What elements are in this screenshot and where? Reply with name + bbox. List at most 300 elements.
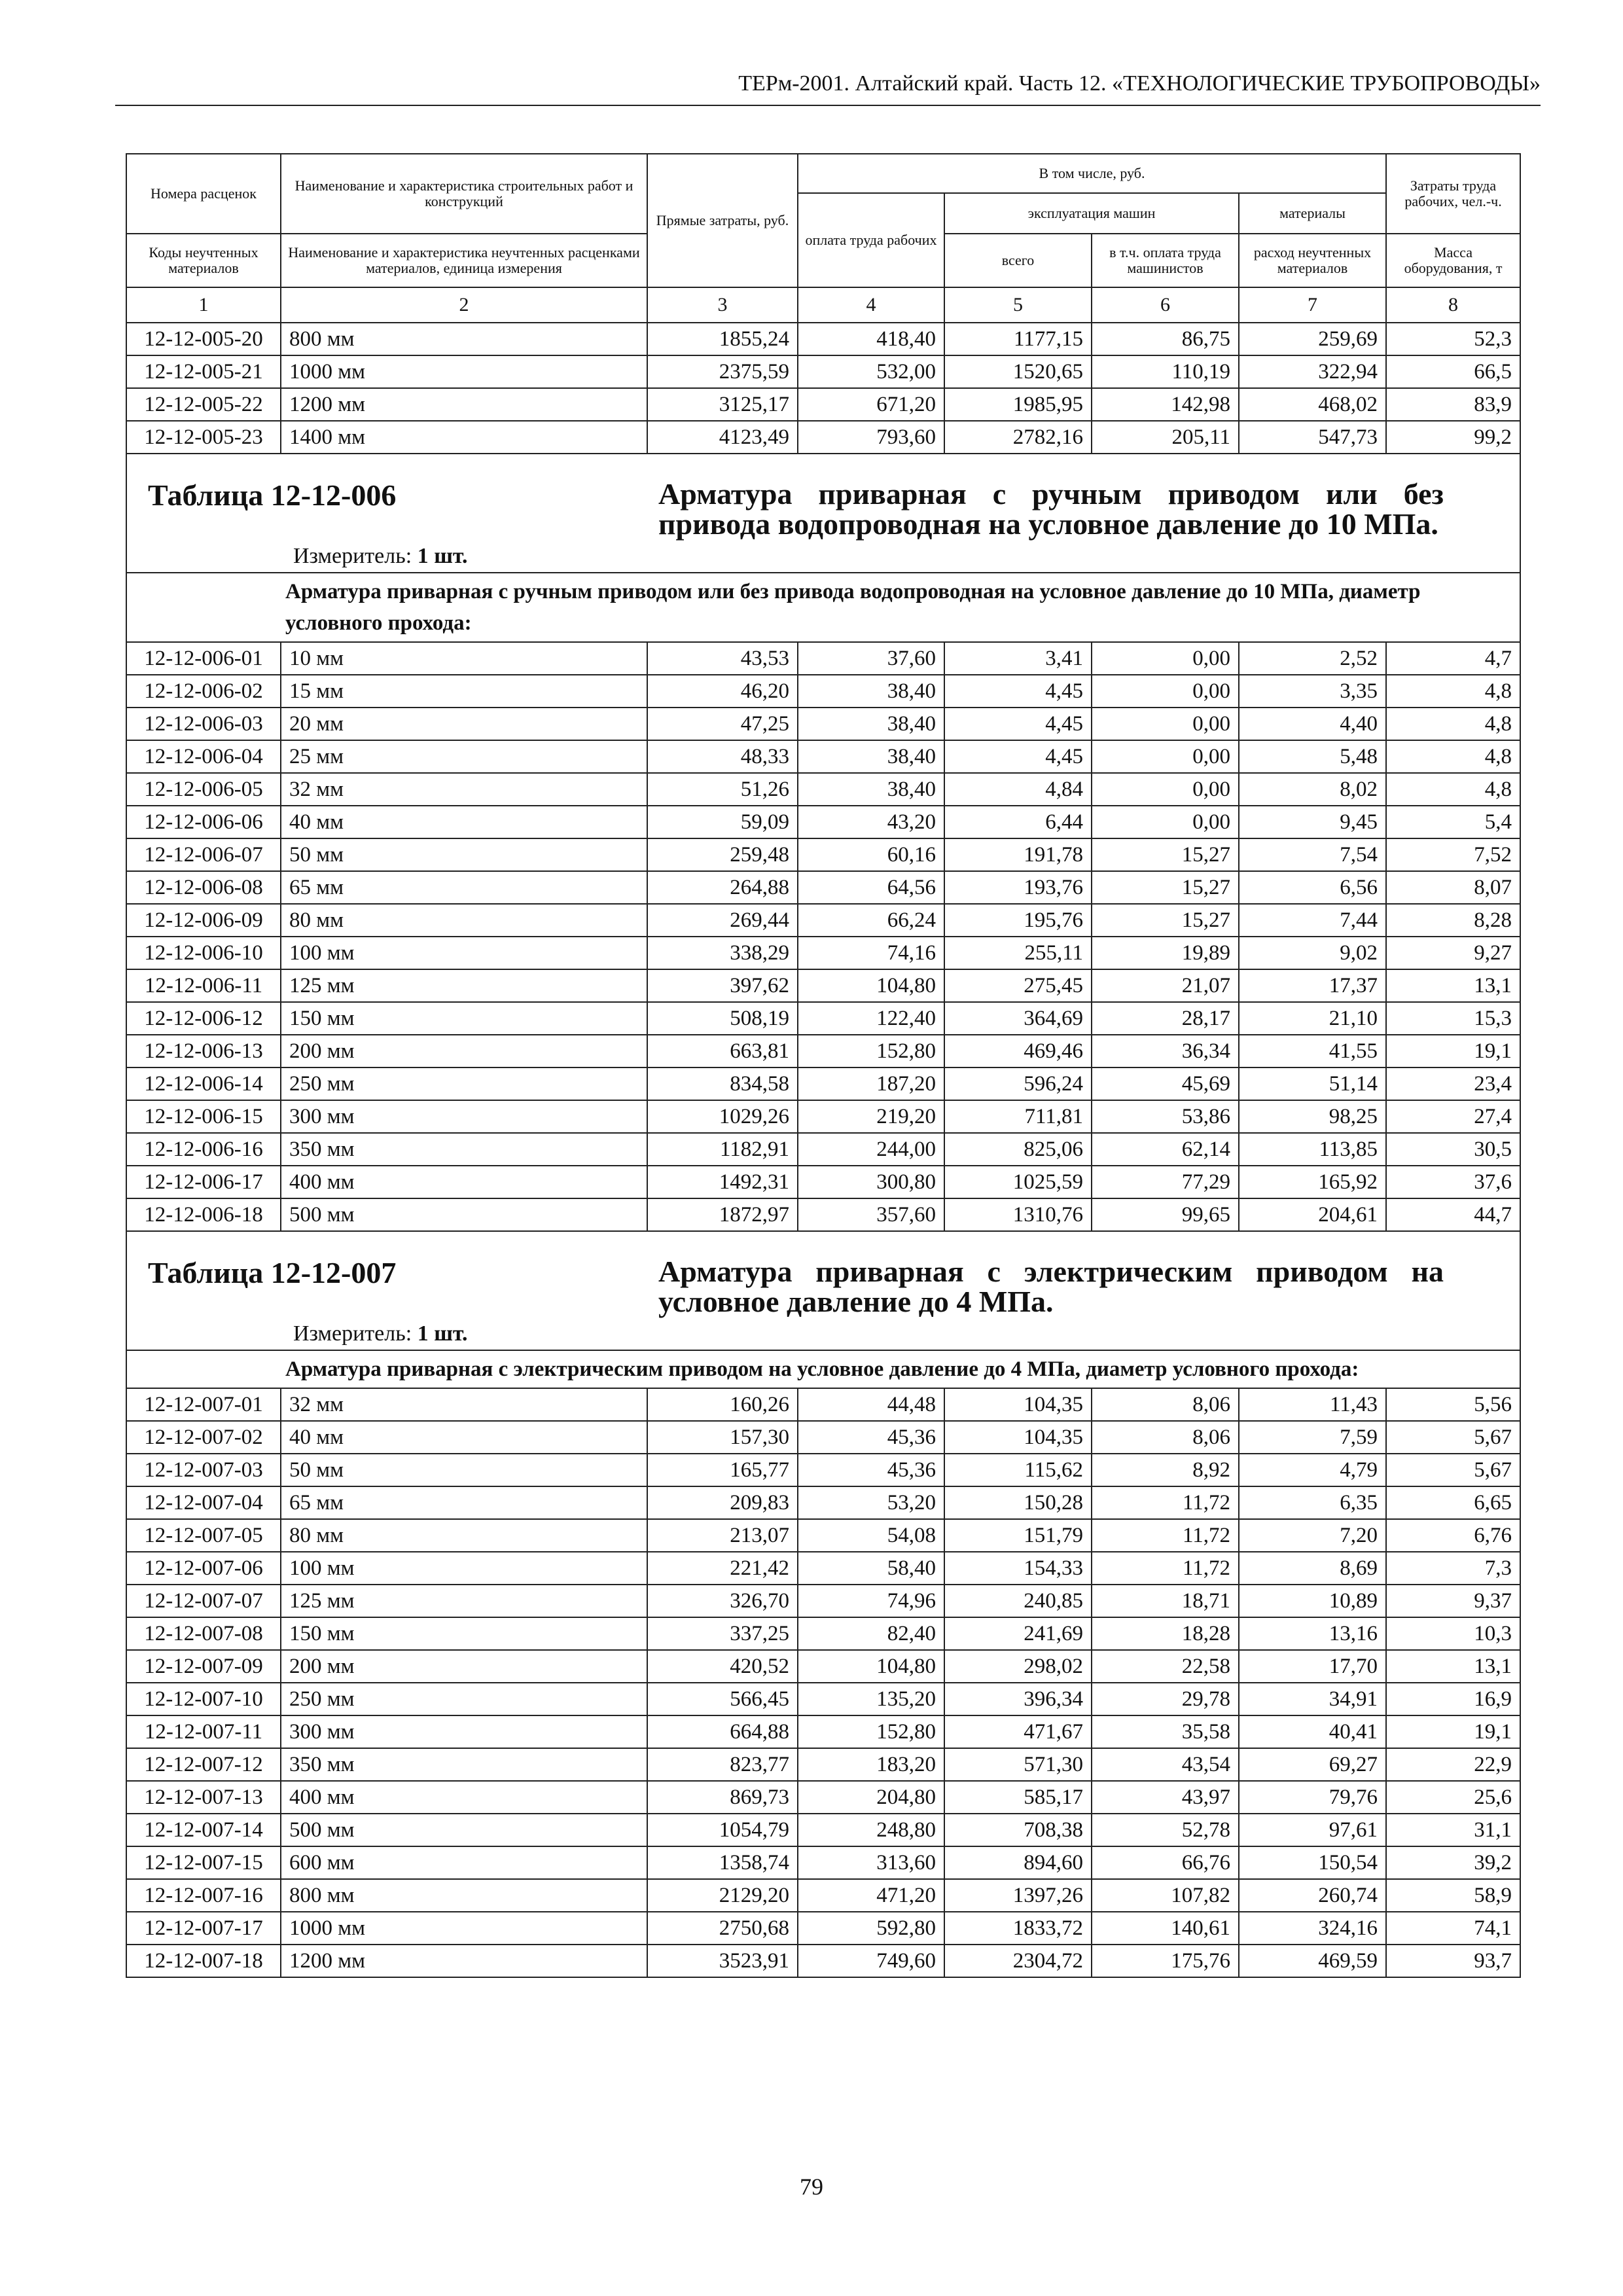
machines-labor: 21,07 <box>1092 969 1239 1002</box>
direct-costs: 1358,74 <box>647 1846 798 1879</box>
materials: 4,79 <box>1239 1454 1386 1486</box>
machines-total: 708,38 <box>944 1814 1092 1846</box>
rate-name: 350 мм <box>281 1133 647 1166</box>
direct-costs: 508,19 <box>647 1002 798 1035</box>
table-row <box>126 1198 1520 1231</box>
machines-total: 1177,15 <box>944 323 1092 355</box>
labor-pay: 44,48 <box>798 1388 944 1421</box>
labor-pay: 74,16 <box>798 937 944 969</box>
table-meter <box>293 1317 1512 1350</box>
machines-labor: 0,00 <box>1092 806 1239 838</box>
materials: 165,92 <box>1239 1166 1386 1198</box>
rate-code: 12-12-007-03 <box>126 1454 281 1486</box>
rate-name: 125 мм <box>281 1585 647 1617</box>
machines-labor: 107,82 <box>1092 1879 1239 1912</box>
header-row-1 <box>126 154 1520 193</box>
labor-pay: 793,60 <box>798 421 944 454</box>
col-name-top: Наименование и характеристика строительных работ и конструкций <box>281 154 647 234</box>
rate-name: 50 мм <box>281 1454 647 1486</box>
rate-code: 12-12-006-06 <box>126 806 281 838</box>
labor-cost: 5,56 <box>1386 1388 1520 1421</box>
direct-costs: 59,09 <box>647 806 798 838</box>
labor-cost: 37,6 <box>1386 1166 1520 1198</box>
direct-costs: 46,20 <box>647 675 798 708</box>
rate-code: 12-12-006-14 <box>126 1067 281 1100</box>
direct-costs: 566,45 <box>647 1683 798 1715</box>
rate-code: 12-12-007-09 <box>126 1650 281 1683</box>
table-row <box>126 1748 1520 1781</box>
meter-value: 1 шт. <box>417 544 468 568</box>
materials: 98,25 <box>1239 1100 1386 1133</box>
direct-costs: 259,48 <box>647 838 798 871</box>
labor-pay: 104,80 <box>798 969 944 1002</box>
rate-code: 12-12-006-03 <box>126 708 281 740</box>
rate-name: 300 мм <box>281 1100 647 1133</box>
rate-name: 100 мм <box>281 1552 647 1585</box>
machines-labor: 86,75 <box>1092 323 1239 355</box>
materials: 7,44 <box>1239 904 1386 937</box>
labor-pay: 74,96 <box>798 1585 944 1617</box>
column-index: 1 <box>126 287 281 323</box>
machines-total: 151,79 <box>944 1519 1092 1552</box>
direct-costs: 264,88 <box>647 871 798 904</box>
section-heading <box>135 454 1512 572</box>
labor-pay: 471,20 <box>798 1879 944 1912</box>
rate-code: 12-12-006-11 <box>126 969 281 1002</box>
labor-cost: 4,8 <box>1386 773 1520 806</box>
rate-name: 400 мм <box>281 1166 647 1198</box>
labor-pay: 219,20 <box>798 1100 944 1133</box>
col-labor-cost-top: Затраты труда рабочих, чел.-ч. <box>1386 154 1520 234</box>
machines-total: 6,44 <box>944 806 1092 838</box>
table-row <box>126 1002 1520 1035</box>
rate-code: 12-12-006-13 <box>126 1035 281 1067</box>
table-subheading-row <box>126 1350 1520 1388</box>
machines-labor: 8,92 <box>1092 1454 1239 1486</box>
materials: 8,02 <box>1239 773 1386 806</box>
table-section-header <box>126 1231 1520 1350</box>
table-subheading: Арматура приварная с ручным приводом или без привода водопроводная на условное давление до 10 МПа, диаметр условного прохода: <box>126 573 1520 642</box>
machines-total: 1025,59 <box>944 1166 1092 1198</box>
section-heading <box>135 1232 1512 1350</box>
rate-code: 12-12-007-12 <box>126 1748 281 1781</box>
machines-labor: 0,00 <box>1092 740 1239 773</box>
labor-cost: 10,3 <box>1386 1617 1520 1650</box>
rate-name: 10 мм <box>281 642 647 675</box>
labor-cost: 99,2 <box>1386 421 1520 454</box>
rate-name: 250 мм <box>281 1067 647 1100</box>
machines-total: 154,33 <box>944 1552 1092 1585</box>
direct-costs: 269,44 <box>647 904 798 937</box>
table-row <box>126 1166 1520 1198</box>
direct-costs: 221,42 <box>647 1552 798 1585</box>
running-header: ТЕРм-2001. Алтайский край. Часть 12. «ТЕХНОЛОГИЧЕСКИЕ ТРУБОПРОВОДЫ» <box>738 71 1541 96</box>
materials: 322,94 <box>1239 355 1386 388</box>
table-title: Арматура приварная с электрическим приводом на условное давление до 4 МПа. <box>658 1255 1444 1318</box>
labor-pay: 45,36 <box>798 1454 944 1486</box>
machines-labor: 43,97 <box>1092 1781 1239 1814</box>
machines-total: 104,35 <box>944 1421 1092 1454</box>
machines-labor: 18,71 <box>1092 1585 1239 1617</box>
machines-labor: 110,19 <box>1092 355 1239 388</box>
table-name: Таблица 12-12-006 <box>148 478 397 512</box>
labor-cost: 19,1 <box>1386 1715 1520 1748</box>
labor-pay: 418,40 <box>798 323 944 355</box>
materials: 17,37 <box>1239 969 1386 1002</box>
direct-costs: 2750,68 <box>647 1912 798 1945</box>
labor-cost: 31,1 <box>1386 1814 1520 1846</box>
labor-pay: 671,20 <box>798 388 944 421</box>
machines-total: 571,30 <box>944 1748 1092 1781</box>
rate-code: 12-12-006-09 <box>126 904 281 937</box>
labor-pay: 45,36 <box>798 1421 944 1454</box>
rate-name: 25 мм <box>281 740 647 773</box>
labor-pay: 592,80 <box>798 1912 944 1945</box>
labor-cost: 5,67 <box>1386 1421 1520 1454</box>
table-row <box>126 355 1520 388</box>
machines-labor: 8,06 <box>1092 1388 1239 1421</box>
labor-pay: 187,20 <box>798 1067 944 1100</box>
table-row <box>126 1781 1520 1814</box>
direct-costs: 165,77 <box>647 1454 798 1486</box>
direct-costs: 823,77 <box>647 1748 798 1781</box>
direct-costs: 337,25 <box>647 1617 798 1650</box>
machines-total: 4,84 <box>944 773 1092 806</box>
materials: 3,35 <box>1239 675 1386 708</box>
table-row <box>126 388 1520 421</box>
direct-costs: 209,83 <box>647 1486 798 1519</box>
materials: 40,41 <box>1239 1715 1386 1748</box>
table-row <box>126 1650 1520 1683</box>
table-name: Таблица 12-12-007 <box>148 1256 397 1289</box>
rate-name: 20 мм <box>281 708 647 740</box>
materials: 13,16 <box>1239 1617 1386 1650</box>
materials: 6,35 <box>1239 1486 1386 1519</box>
rate-name: 1000 мм <box>281 1912 647 1945</box>
rate-name: 600 мм <box>281 1846 647 1879</box>
labor-pay: 135,20 <box>798 1683 944 1715</box>
rate-name: 1200 мм <box>281 1945 647 1977</box>
machines-labor: 53,86 <box>1092 1100 1239 1133</box>
col-materials-unaccounted: расход неучтенных материалов <box>1239 234 1386 287</box>
labor-pay: 58,40 <box>798 1552 944 1585</box>
machines-total: 104,35 <box>944 1388 1092 1421</box>
direct-costs: 43,53 <box>647 642 798 675</box>
materials: 547,73 <box>1239 421 1386 454</box>
machines-labor: 15,27 <box>1092 904 1239 937</box>
direct-costs: 48,33 <box>647 740 798 773</box>
direct-costs: 2375,59 <box>647 355 798 388</box>
rate-name: 125 мм <box>281 969 647 1002</box>
labor-cost: 9,27 <box>1386 937 1520 969</box>
meter-label: Измеритель: <box>293 544 412 568</box>
col-direct-costs: Прямые затраты, руб. <box>647 154 798 287</box>
table-section-header <box>126 454 1520 573</box>
table-row <box>126 1814 1520 1846</box>
column-index: 5 <box>944 287 1092 323</box>
rate-code: 12-12-007-01 <box>126 1388 281 1421</box>
materials: 469,59 <box>1239 1945 1386 1977</box>
machines-total: 115,62 <box>944 1454 1092 1486</box>
labor-cost: 52,3 <box>1386 323 1520 355</box>
machines-total: 1397,26 <box>944 1879 1092 1912</box>
direct-costs: 664,88 <box>647 1715 798 1748</box>
direct-costs: 1855,24 <box>647 323 798 355</box>
table-title: Арматура приварная с ручным приводом или без привода водопроводная на условное давление до 10 МПа. <box>658 477 1444 541</box>
column-index: 8 <box>1386 287 1520 323</box>
table-row <box>126 740 1520 773</box>
machines-total: 298,02 <box>944 1650 1092 1683</box>
rate-name: 500 мм <box>281 1198 647 1231</box>
labor-pay: 38,40 <box>798 773 944 806</box>
table-row <box>126 1617 1520 1650</box>
materials: 97,61 <box>1239 1814 1386 1846</box>
table-row <box>126 1912 1520 1945</box>
table-row <box>126 323 1520 355</box>
rate-code: 12-12-006-02 <box>126 675 281 708</box>
rate-name: 150 мм <box>281 1002 647 1035</box>
table-row <box>126 838 1520 871</box>
meter-value: 1 шт. <box>417 1321 468 1346</box>
machines-labor: 0,00 <box>1092 675 1239 708</box>
machines-labor: 0,00 <box>1092 642 1239 675</box>
rate-code: 12-12-007-06 <box>126 1552 281 1585</box>
rate-name: 1200 мм <box>281 388 647 421</box>
machines-total: 1985,95 <box>944 388 1092 421</box>
rate-code: 12-12-007-10 <box>126 1683 281 1715</box>
labor-pay: 749,60 <box>798 1945 944 1977</box>
machines-total: 585,17 <box>944 1781 1092 1814</box>
labor-cost: 6,65 <box>1386 1486 1520 1519</box>
direct-costs: 1029,26 <box>647 1100 798 1133</box>
rate-name: 800 мм <box>281 1879 647 1912</box>
machines-labor: 29,78 <box>1092 1683 1239 1715</box>
direct-costs: 1872,97 <box>647 1198 798 1231</box>
machines-total: 469,46 <box>944 1035 1092 1067</box>
rate-code: 12-12-006-01 <box>126 642 281 675</box>
rate-name: 32 мм <box>281 1388 647 1421</box>
table-row <box>126 904 1520 937</box>
rate-code: 12-12-006-04 <box>126 740 281 773</box>
col-code-top: Номера расценок <box>126 154 281 234</box>
machines-labor: 28,17 <box>1092 1002 1239 1035</box>
col-machines: эксплуатация машин <box>944 193 1239 234</box>
table-row <box>126 806 1520 838</box>
machines-labor: 0,00 <box>1092 708 1239 740</box>
materials: 259,69 <box>1239 323 1386 355</box>
col-machines-total: всего <box>944 234 1092 287</box>
machines-labor: 11,72 <box>1092 1552 1239 1585</box>
table-row <box>126 1454 1520 1486</box>
rates-table <box>126 153 1521 1978</box>
col-machines-labor: в т.ч. оплата труда машинистов <box>1092 234 1239 287</box>
rate-name: 300 мм <box>281 1715 647 1748</box>
materials: 51,14 <box>1239 1067 1386 1100</box>
meter-label: Измеритель: <box>293 1321 412 1346</box>
labor-pay: 532,00 <box>798 355 944 388</box>
column-index: 2 <box>281 287 647 323</box>
materials: 2,52 <box>1239 642 1386 675</box>
machines-total: 1520,65 <box>944 355 1092 388</box>
rate-code: 12-12-006-15 <box>126 1100 281 1133</box>
direct-costs: 326,70 <box>647 1585 798 1617</box>
labor-pay: 357,60 <box>798 1198 944 1231</box>
machines-labor: 18,28 <box>1092 1617 1239 1650</box>
machines-labor: 11,72 <box>1092 1519 1239 1552</box>
rate-code: 12-12-006-16 <box>126 1133 281 1166</box>
table-row <box>126 1486 1520 1519</box>
materials: 21,10 <box>1239 1002 1386 1035</box>
machines-labor: 22,58 <box>1092 1650 1239 1683</box>
labor-pay: 183,20 <box>798 1748 944 1781</box>
machines-total: 241,69 <box>944 1617 1092 1650</box>
labor-pay: 104,80 <box>798 1650 944 1683</box>
rate-code: 12-12-007-07 <box>126 1585 281 1617</box>
machines-total: 195,76 <box>944 904 1092 937</box>
rate-code: 12-12-007-17 <box>126 1912 281 1945</box>
machines-total: 255,11 <box>944 937 1092 969</box>
materials: 17,70 <box>1239 1650 1386 1683</box>
materials: 468,02 <box>1239 388 1386 421</box>
labor-cost: 93,7 <box>1386 1945 1520 1977</box>
labor-cost: 5,67 <box>1386 1454 1520 1486</box>
labor-cost: 27,4 <box>1386 1100 1520 1133</box>
machines-labor: 66,76 <box>1092 1846 1239 1879</box>
rate-name: 65 мм <box>281 1486 647 1519</box>
table-row <box>126 1519 1520 1552</box>
machines-total: 150,28 <box>944 1486 1092 1519</box>
direct-costs: 2129,20 <box>647 1879 798 1912</box>
machines-total: 825,06 <box>944 1133 1092 1166</box>
machines-total: 2304,72 <box>944 1945 1092 1977</box>
table-row <box>126 675 1520 708</box>
machines-labor: 0,00 <box>1092 773 1239 806</box>
materials: 9,02 <box>1239 937 1386 969</box>
labor-cost: 25,6 <box>1386 1781 1520 1814</box>
rate-name: 65 мм <box>281 871 647 904</box>
rate-code: 12-12-006-05 <box>126 773 281 806</box>
table-row <box>126 1683 1520 1715</box>
materials: 7,20 <box>1239 1519 1386 1552</box>
rate-code: 12-12-005-22 <box>126 388 281 421</box>
labor-cost: 30,5 <box>1386 1133 1520 1166</box>
machines-labor: 11,72 <box>1092 1486 1239 1519</box>
direct-costs: 338,29 <box>647 937 798 969</box>
rate-code: 12-12-007-15 <box>126 1846 281 1879</box>
rate-name: 250 мм <box>281 1683 647 1715</box>
rate-name: 150 мм <box>281 1617 647 1650</box>
machines-labor: 140,61 <box>1092 1912 1239 1945</box>
direct-costs: 213,07 <box>647 1519 798 1552</box>
rate-code: 12-12-007-16 <box>126 1879 281 1912</box>
rate-name: 32 мм <box>281 773 647 806</box>
labor-cost: 22,9 <box>1386 1748 1520 1781</box>
direct-costs: 1182,91 <box>647 1133 798 1166</box>
col-materials: материалы <box>1239 193 1386 234</box>
rate-code: 12-12-007-08 <box>126 1617 281 1650</box>
direct-costs: 160,26 <box>647 1388 798 1421</box>
rate-code: 12-12-005-20 <box>126 323 281 355</box>
labor-cost: 7,52 <box>1386 838 1520 871</box>
rate-code: 12-12-007-02 <box>126 1421 281 1454</box>
rate-name: 1400 мм <box>281 421 647 454</box>
labor-pay: 38,40 <box>798 708 944 740</box>
materials: 324,16 <box>1239 1912 1386 1945</box>
materials: 4,40 <box>1239 708 1386 740</box>
labor-pay: 38,40 <box>798 675 944 708</box>
labor-cost: 6,76 <box>1386 1519 1520 1552</box>
labor-pay: 122,40 <box>798 1002 944 1035</box>
machines-labor: 36,34 <box>1092 1035 1239 1067</box>
rate-code: 12-12-005-21 <box>126 355 281 388</box>
rate-code: 12-12-006-08 <box>126 871 281 904</box>
rate-name: 80 мм <box>281 1519 647 1552</box>
section-header-cell <box>126 1231 1520 1350</box>
rate-name: 500 мм <box>281 1814 647 1846</box>
direct-costs: 3523,91 <box>647 1945 798 1977</box>
materials: 79,76 <box>1239 1781 1386 1814</box>
machines-labor: 45,69 <box>1092 1067 1239 1100</box>
direct-costs: 420,52 <box>647 1650 798 1683</box>
table-subheading: Арматура приварная с электрическим приводом на условное давление до 4 МПа, диаметр условного прохода: <box>126 1350 1520 1388</box>
labor-pay: 313,60 <box>798 1846 944 1879</box>
rate-code: 12-12-006-17 <box>126 1166 281 1198</box>
column-index: 7 <box>1239 287 1386 323</box>
table-row <box>126 871 1520 904</box>
labor-pay: 300,80 <box>798 1166 944 1198</box>
table-row <box>126 1388 1520 1421</box>
column-index: 4 <box>798 287 944 323</box>
table-row <box>126 1879 1520 1912</box>
materials: 41,55 <box>1239 1035 1386 1067</box>
machines-total: 3,41 <box>944 642 1092 675</box>
machines-total: 1310,76 <box>944 1198 1092 1231</box>
labor-cost: 39,2 <box>1386 1846 1520 1879</box>
labor-pay: 152,80 <box>798 1715 944 1748</box>
rate-code: 12-12-005-23 <box>126 421 281 454</box>
table-row <box>126 1133 1520 1166</box>
machines-total: 191,78 <box>944 838 1092 871</box>
rate-code: 12-12-006-18 <box>126 1198 281 1231</box>
rate-name: 400 мм <box>281 1781 647 1814</box>
rate-name: 50 мм <box>281 838 647 871</box>
section-header-cell <box>126 454 1520 573</box>
machines-labor: 142,98 <box>1092 388 1239 421</box>
labor-pay: 244,00 <box>798 1133 944 1166</box>
labor-cost: 5,4 <box>1386 806 1520 838</box>
machines-total: 364,69 <box>944 1002 1092 1035</box>
labor-pay: 152,80 <box>798 1035 944 1067</box>
col-labor-cost-bottom: Масса оборудования, т <box>1386 234 1520 287</box>
labor-cost: 13,1 <box>1386 969 1520 1002</box>
direct-costs: 663,81 <box>647 1035 798 1067</box>
direct-costs: 869,73 <box>647 1781 798 1814</box>
labor-cost: 83,9 <box>1386 388 1520 421</box>
rate-code: 12-12-006-10 <box>126 937 281 969</box>
rate-name: 80 мм <box>281 904 647 937</box>
materials: 7,59 <box>1239 1421 1386 1454</box>
rate-name: 100 мм <box>281 937 647 969</box>
materials: 5,48 <box>1239 740 1386 773</box>
labor-pay: 64,56 <box>798 871 944 904</box>
machines-labor: 52,78 <box>1092 1814 1239 1846</box>
materials: 8,69 <box>1239 1552 1386 1585</box>
machines-labor: 43,54 <box>1092 1748 1239 1781</box>
table-row <box>126 773 1520 806</box>
direct-costs: 1492,31 <box>647 1166 798 1198</box>
col-labor-pay: оплата труда рабочих <box>798 193 944 287</box>
rate-code: 12-12-007-05 <box>126 1519 281 1552</box>
